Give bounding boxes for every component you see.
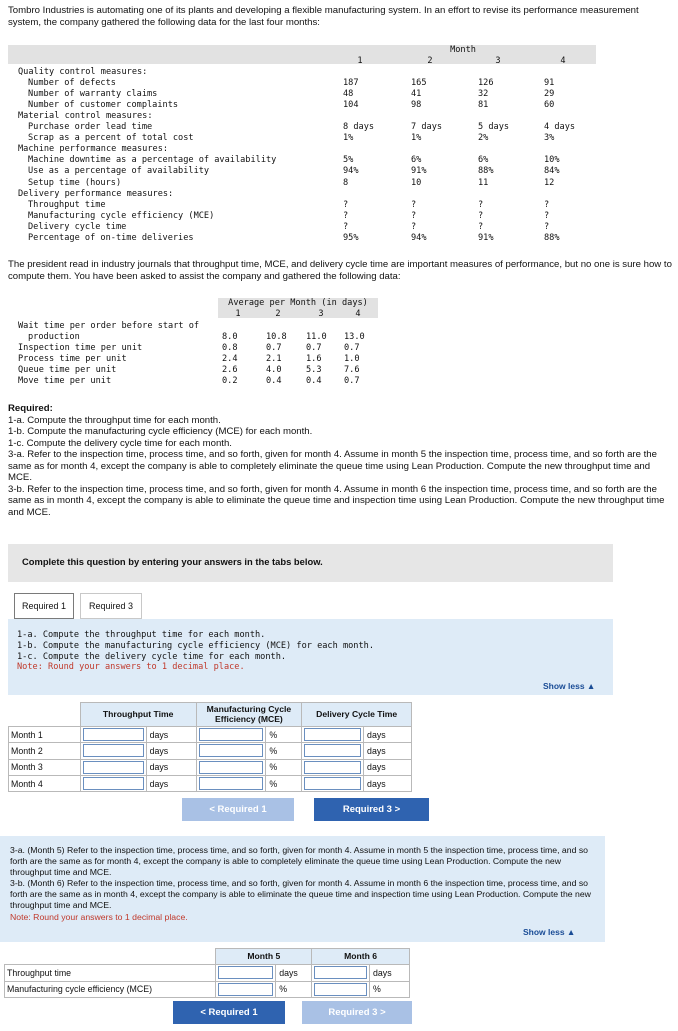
row-label: Scrap as a percent of total cost [28,133,194,144]
cell-value: ? [411,199,417,210]
cell-value: 0.7 [306,343,322,354]
header-month-6: Month 6 [312,949,410,965]
answer-input[interactable] [304,761,361,774]
cell-value: 7.6 [344,365,360,376]
row-label: Use as a percentage of availability [28,166,210,177]
answer-input[interactable] [83,744,144,757]
t2-month-2: 2 [275,309,281,319]
required-1a: 1-a. Compute the throughput time for each month. [8,414,221,426]
t2-month-4: 4 [355,309,361,319]
row-label: Machine downtime as a percentage of availability [28,155,277,166]
cell-value: 187 [343,78,359,89]
cell-value: 0.7 [266,343,282,354]
answer-input-cell [196,727,266,743]
month-label: Month 2 [9,743,81,759]
complete-banner-text: Complete this question by entering your answers in the tabs below. [22,556,323,567]
unit-label: days [364,759,412,775]
cell-value: 0.8 [222,343,238,354]
cell-value: 165 [411,78,427,89]
header-month-5: Month 5 [216,949,312,965]
cell-value: 94% [411,232,427,243]
complete-banner [8,544,613,582]
cell-value: 5.3 [306,365,322,376]
answer-input-cell [302,743,364,759]
required-section [8,403,672,518]
cell-value: ? [478,199,484,210]
answer-input[interactable] [83,728,144,741]
cell-value: 1% [411,133,422,144]
month-header: Month [450,45,476,55]
cell-value: 7 days [411,122,443,133]
table2-title: Average per Month (in days) [228,298,368,308]
answer-input[interactable] [304,728,361,741]
row-label: Process time per unit [18,354,127,365]
cell-value: 48 [343,89,354,100]
required-3a: 3-a. Refer to the inspection time, process time, and so forth, given for month 4. Assume in month 5 the inspection time, process time, and so forth are the same as for month 4, except the company is able to completely eliminate the queue time using Lean Production. Compute the new throughput time and MCE. [8,449,657,483]
answer-input[interactable] [314,966,367,979]
row-label: Number of defects [28,78,116,89]
answer-input-cell [302,775,364,791]
cell-value: ? [411,221,417,232]
cell-value: 104 [343,100,359,111]
answer-input-cell [216,965,276,981]
header-delivery: Delivery Cycle Time [302,703,412,727]
t2-month-1: 1 [235,309,241,319]
cell-value: ? [544,221,550,232]
cell-value: 60 [544,100,555,111]
unit-label: days [146,775,196,791]
row-label: Inspection time per unit [18,343,143,354]
required-3b: 3-b. Refer to the inspection time, process time, and so forth, given for month 4. Assume in month 6 the inspection time, process time, and so forth are the same as in month 4, except the company is able to eliminate the queue time and inspection time using Lean Production. Compute the new throughput time and MCE. [8,483,665,518]
panel1-line-1c: 1-c. Compute the delivery cycle time for each month. [17,651,287,662]
month-col-1: 1 [357,56,363,66]
month-label: Month 1 [9,727,81,743]
answer-input[interactable] [304,777,361,790]
row-label: Queue time per unit [18,365,117,376]
cell-value: 5% [343,155,354,166]
answer-input[interactable] [314,983,367,996]
answer-input-cell [196,759,266,775]
cell-value: 10.8 [266,332,287,343]
unit-label: % [370,981,410,997]
cell-value: 126 [478,78,494,89]
answer-table-1 [8,702,412,792]
month-col-3: 3 [495,56,501,66]
cell-value: 6% [411,155,422,166]
panel3-line-3b: 3-b. (Month 6) Refer to the inspection time, process time, and so forth, given for month 4. Assume in month 6 the inspection time, process time, and so forth are the same as in month 4, except the company is able to eliminate the queue time and inspection time using Lean Production. Compute the new throughput time and MCE. [10,878,591,911]
answer-input[interactable] [83,761,144,774]
unit-label: % [266,759,302,775]
cell-value: 4 days [544,122,576,133]
intro-text: Tombro Industries is automating one of its plants and developing a flexible manufacturing system. In an effort to revise its performance measurement system, the company gathered the following data for the last four months: [8,5,639,28]
cell-value: 10 [411,177,422,188]
panel3-line-3a: 3-a. (Month 5) Refer to the inspection time, process time, and so forth, given for month 4. Assume in month 5 the inspection time, process time, and so forth are the same as for month 4, except the company is able to completely eliminate the queue time using Lean Production. Compute the new throughput time and MCE. [10,845,588,878]
cell-value: 0.4 [306,376,322,387]
corner-cell [9,703,81,727]
corner-cell-3 [5,949,216,965]
month-col-4: 4 [560,56,566,66]
tab-required-3[interactable]: Required 3 [80,593,142,619]
answer-input-cell [196,775,266,791]
cell-value: 81 [478,100,489,111]
row-label: Quality control measures: [18,67,148,77]
cell-value: 8 [343,177,349,188]
cell-value: 5 days [478,122,510,133]
cell-value: ? [478,221,484,232]
answer-input[interactable] [199,761,264,774]
unit-label: % [266,743,302,759]
answer-input[interactable] [199,777,264,790]
prev-required-1-button-2[interactable]: < Required 1 [173,1001,285,1024]
show-less-link-3[interactable]: Show less ▲ [523,927,576,937]
row-label: Move time per unit [18,376,112,387]
cell-value: 91% [478,232,494,243]
cell-value: 6% [478,155,489,166]
cell-value: 10% [544,155,560,166]
row-label: Percentage of on-time deliveries [28,232,194,243]
cell-value: 1.6 [306,354,322,365]
answer-input[interactable] [83,777,144,790]
cell-value: 2.1 [266,354,282,365]
row-label: Wait time per order before start of [18,321,200,331]
unit-label: days [364,727,412,743]
cell-value: 91% [411,166,427,177]
cell-value: 88% [478,166,494,177]
cell-value: 3% [544,133,555,144]
tab-required-1[interactable]: Required 1 [14,593,74,619]
unit-label: days [146,743,196,759]
cell-value: 2.6 [222,365,238,376]
cell-value: 88% [544,232,560,243]
row-label: Machine performance measures: [18,144,169,155]
answer-input[interactable] [199,744,264,757]
answer-input-cell [80,727,146,743]
required-1c: 1-c. Compute the delivery cycle time for each month. [8,437,232,449]
row-label: Manufacturing cycle efficiency (MCE) [5,981,216,997]
cell-value: 0.2 [222,376,238,387]
cell-value: 1% [343,133,354,144]
unit-label: days [146,759,196,775]
cell-value: ? [343,199,349,210]
required1-panel [8,619,613,695]
unit-label: days [146,727,196,743]
next-required-3-button[interactable]: Required 3 > [314,798,429,821]
row-label: Throughput time [28,199,106,210]
header-throughput: Throughput Time [80,703,196,727]
cell-value: 11 [478,177,489,188]
cell-value: 94% [343,166,359,177]
row-label: Throughput time [5,965,216,981]
answer-input-cell [196,743,266,759]
cell-value: 84% [544,166,560,177]
panel1-line-1a: 1-a. Compute the throughput time for each month. [17,630,266,640]
cell-value: 95% [343,232,359,243]
cell-value: 29 [544,89,555,100]
answer-input-cell [302,727,364,743]
required-title: Required: [8,403,53,414]
answer-input[interactable] [218,983,273,996]
cell-value: 2% [478,133,489,144]
t2-month-3: 3 [318,309,324,319]
answer-table-3 [4,948,410,998]
month-col-2: 2 [427,56,433,66]
answer-input-cell [216,981,276,997]
row-label: Setup time (hours) [28,177,122,188]
show-less-link-1[interactable]: Show less ▲ [543,681,596,691]
panel1-line-1b: 1-b. Compute the manufacturing cycle efficiency (MCE) for each month. [17,640,374,651]
cell-value: 4.0 [266,365,282,376]
cell-value: 8 days [343,122,375,133]
unit-label: days [370,965,410,981]
cell-value: 91 [544,78,555,89]
answer-input-cell [312,965,370,981]
month-label: Month 3 [9,759,81,775]
row-label: Number of customer complaints [28,100,179,111]
unit-label: % [266,775,302,791]
cell-value: 0.4 [266,376,282,387]
unit-label: % [266,727,302,743]
answer-input[interactable] [218,966,273,979]
cell-value: 11.0 [306,332,327,343]
required3-panel [0,836,605,942]
unit-label: days [364,743,412,759]
month-label: Month 4 [9,775,81,791]
answer-input-cell [302,759,364,775]
answer-input-cell [80,743,146,759]
cell-value: ? [478,210,484,221]
panel1-note: Note: Round your answers to 1 decimal place. [17,662,245,673]
unit-label: days [276,965,312,981]
row-label: Manufacturing cycle efficiency (MCE) [28,210,215,221]
cell-value: 1.0 [344,354,360,365]
cell-value: 12 [544,177,555,188]
row-label: Purchase order lead time [28,122,153,133]
cell-value: 2.4 [222,354,238,365]
row-label: Number of warranty claims [28,89,158,100]
answer-input-cell [312,981,370,997]
row-label: production [28,332,80,343]
panel3-note: Note: Round your answers to 1 decimal place. [10,911,188,922]
row-label: Material control measures: [18,111,153,122]
answer-input[interactable] [304,744,361,757]
prev-required-1-button[interactable]: < Required 1 [182,798,294,821]
president-text: The president read in industry journals that throughput time, MCE, and delivery cycle time are important measures of performance, but no one is sure how to compute them. You have been asked to assist the company and gathered the following data: [8,259,672,282]
answer-input-cell [80,775,146,791]
cell-value: 98 [411,100,422,111]
required-1b: 1-b. Compute the manufacturing cycle efficiency (MCE) for each month. [8,426,313,437]
cell-value: ? [343,221,349,232]
cell-value: 0.7 [344,376,360,387]
cell-value: 8.0 [222,332,238,343]
cell-value: ? [343,210,349,221]
cell-value: 0.7 [344,343,360,354]
header-mce: Manufacturing Cycle Efficiency (MCE) [196,703,302,727]
cell-value: ? [411,210,417,221]
cell-value: ? [544,199,550,210]
cell-value: 13.0 [344,332,365,343]
answer-input-cell [80,759,146,775]
next-required-3-button-2[interactable]: Required 3 > [302,1001,412,1024]
cell-value: 32 [478,89,489,100]
row-label: Delivery performance measures: [18,188,174,199]
unit-label: days [364,775,412,791]
row-label: Delivery cycle time [28,221,127,232]
answer-input[interactable] [199,728,264,741]
unit-label: % [276,981,312,997]
cell-value: ? [544,210,550,221]
cell-value: 41 [411,89,422,100]
